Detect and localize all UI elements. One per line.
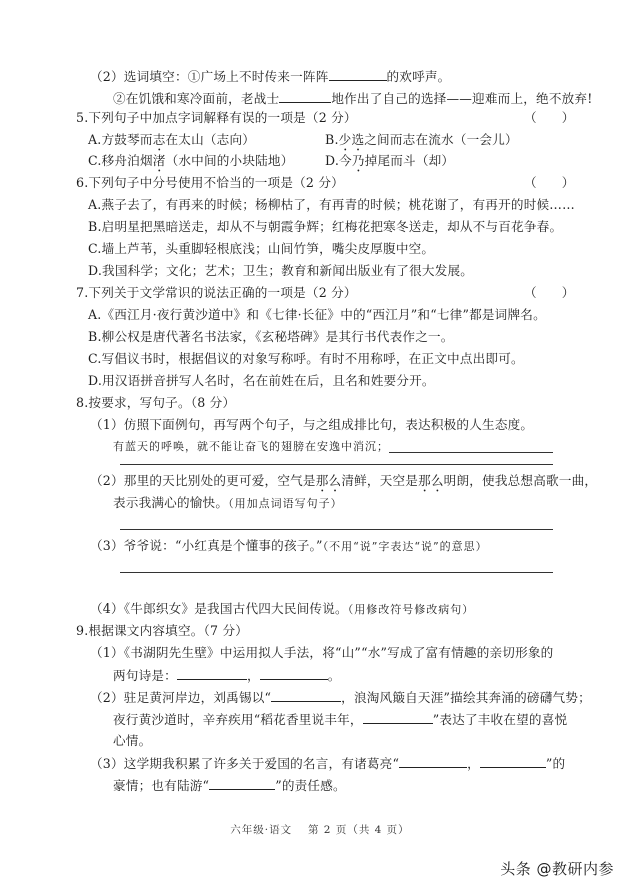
q7-option-b: B.柳公权是唐代著名书法家，《玄秘塔碑》是其行书代表作之一。: [88, 329, 454, 344]
q6-option-b: B.启明星把黑暗送走，却从不与朝霞争辉；红梅花把寒冬送走，却从不与百花争春。: [88, 219, 563, 234]
q9-p3-line1: [90, 755, 565, 772]
dotted-word: 那么: [315, 473, 342, 488]
option-text: （水中间的小块陆地）: [165, 153, 294, 168]
q9-p2-text: （2）驻足黄河岸边，刘禹锡以“: [90, 690, 272, 705]
q8-p1-instruction: （1）仿照下面例句，再写两个句子，与之组成排比句，表达积极的人生态度。: [90, 417, 534, 432]
dotted-word: 那么: [418, 473, 444, 488]
dotted-word: 乃: [351, 153, 365, 168]
q8-p3-text: （3）爷爷说：“小红真是个懂事的孩子。”: [90, 538, 323, 553]
fill-blank[interactable]: [480, 755, 546, 768]
q8-p2-text: （2）那里的天比别处的更可爱，空气是: [90, 473, 316, 488]
q7-option-a: A.《西江月·夜行黄沙道中》和《七律·长征》中的“西江月”和“七律”都是词牌名。: [88, 307, 546, 322]
q8-p4-note: （用修改符号修改病句）: [347, 603, 475, 616]
q9-p2-line3: 心情。: [113, 733, 152, 748]
punct: ，: [467, 756, 480, 771]
fill-blank[interactable]: [209, 777, 275, 790]
fill-blank[interactable]: [279, 90, 331, 103]
option-text: D.今: [325, 153, 352, 168]
q9-p2-line2: [113, 711, 567, 728]
q4-2-line1: [90, 68, 450, 85]
option-text: B.: [325, 132, 339, 147]
dotted-word: 志: [152, 132, 166, 147]
q5-option-c: [88, 153, 294, 175]
answer-line[interactable]: [389, 452, 553, 453]
q6-option-c: C.墙上芦苇，头重脚轻根底浅；山间竹笋，嘴尖皮厚腹中空。: [88, 241, 435, 256]
q5-answer-paren[interactable]: （ ）: [524, 110, 575, 125]
q6-option-d: D.我国科学；文化；艺术；卫生；教育和新闻出版业有了很大发展。: [88, 263, 474, 278]
q5-stem: 5.下列句子中加点字词解释有误的一项是（2 分）: [76, 110, 357, 125]
q7-option-d: D.用汉语拼音拼写人名时，名在前姓在后，且名和姓要分开。: [88, 373, 435, 388]
q4-2-line2-text: ②在饥饿和寒冷面前，老战士: [113, 91, 280, 106]
fill-blank[interactable]: [271, 689, 341, 702]
q6-option-a: A.燕子去了，有再来的时候；杨柳枯了，有再青的时候；桃花谢了，有再开的时候……: [88, 197, 575, 212]
q6-answer-paren[interactable]: （ ）: [524, 175, 575, 190]
option-text: A.方鼓琴而: [88, 132, 153, 147]
q8-p2-text: 明朗，使我总想高歌一曲，: [443, 473, 598, 488]
q9-p2-text: 夜行黄沙道时，辛弃疾用“稻花香里说丰年，: [113, 712, 363, 727]
q8-p2-note: （用加点词语写句子）: [228, 497, 343, 510]
option-text: 掉尾而斗（却）: [364, 153, 455, 168]
q8-stem: 8.按要求，写句子。（8 分）: [76, 395, 236, 410]
answer-line[interactable]: [120, 529, 553, 530]
q7-stem: 7.下列关于文学常识的说法正确的一项是（2 分）: [76, 285, 357, 300]
fill-blank[interactable]: [399, 755, 467, 768]
fill-blank[interactable]: [260, 667, 328, 680]
q8-p2-line2: [113, 495, 343, 512]
q9-stem: 9.根据课文内容填空。（7 分）: [76, 623, 249, 638]
option-text: 在太山（志向）: [165, 132, 256, 147]
fill-blank[interactable]: [363, 711, 433, 724]
punct: ，: [246, 668, 260, 683]
q7-option-c: C.写倡议书时，根据倡议的对象写称呼。有时不用称呼，在正文中点出即可。: [88, 351, 524, 366]
option-text: C.移舟泊烟: [88, 153, 153, 168]
q7-answer-paren[interactable]: （ ）: [524, 285, 575, 300]
q8-p1-example: 有蓝天的呼唤，就不能让奋飞的翅膀在安逸中消沉；: [113, 440, 389, 453]
q9-p1-line2: [113, 667, 341, 684]
watermark: 头条 @教研内参: [500, 860, 614, 878]
dotted-word: 渚: [152, 153, 166, 168]
q8-p4: [90, 601, 474, 618]
option-text: 之间而志在流水（一会儿）: [364, 132, 518, 147]
q4-2-line1-end: 的欢呼声。: [386, 69, 451, 84]
q9-p1-line1: （1）《书湖阴先生壁》中运用拟人手法，将“山”“水”写成了富有情趣的亲切形象的: [90, 645, 554, 660]
q8-p2-text: 表示我满心的愉快。: [113, 495, 229, 510]
q6-stem: 6.下列句子中分号使用不恰当的一项是（2 分）: [76, 175, 344, 190]
q4-2-line2: [113, 90, 592, 107]
q9-p1-text: 两句诗是：: [113, 668, 177, 683]
q8-p2-text: 清鲜，天空是: [341, 473, 419, 488]
q5-option-a: [88, 132, 255, 154]
punct: 。: [327, 668, 341, 683]
q8-p2-line1: [90, 473, 597, 495]
page-footer: 六年级·语文 第 2 页（共 4 页）: [230, 824, 410, 836]
q9-p3-line2: [113, 777, 346, 794]
answer-line[interactable]: [120, 572, 553, 573]
q4-2-line1-text: （2）选词填空：①广场上不时传来一阵阵: [90, 69, 329, 84]
fill-blank[interactable]: [329, 68, 387, 81]
q8-p3: [90, 538, 488, 555]
q9-p2-text: ”表达了丰收在望的喜悦: [432, 712, 568, 727]
q5-option-b: [325, 132, 518, 154]
q9-p3-text: ”的责任感。: [275, 778, 346, 793]
dotted-word: 少选: [338, 132, 365, 147]
q8-p3-note: （不用“说”字表达“说”的意思）: [322, 540, 488, 553]
q5-option-d: [325, 153, 454, 175]
q9-p3-text: ”的: [545, 756, 566, 771]
q4-2-line2-end: 地作出了自己的选择——迎难而上，绝不放弃!: [331, 91, 593, 106]
fill-blank[interactable]: [177, 667, 247, 680]
q9-p3-text: 豪情；也有陆游“: [113, 778, 210, 793]
q9-p2-text: ，浪淘风簸自天涯”描绘其奔涌的磅礴气势；: [341, 690, 591, 705]
q9-p3-text: （3）这学期我积累了许多关于爱国的名言，有诸葛亮“: [90, 756, 400, 771]
q8-p4-text: （4）《牛郎织女》是我国古代四大民间传说。: [90, 601, 348, 616]
answer-line[interactable]: [120, 464, 553, 465]
q9-p2-line1: [90, 689, 591, 706]
